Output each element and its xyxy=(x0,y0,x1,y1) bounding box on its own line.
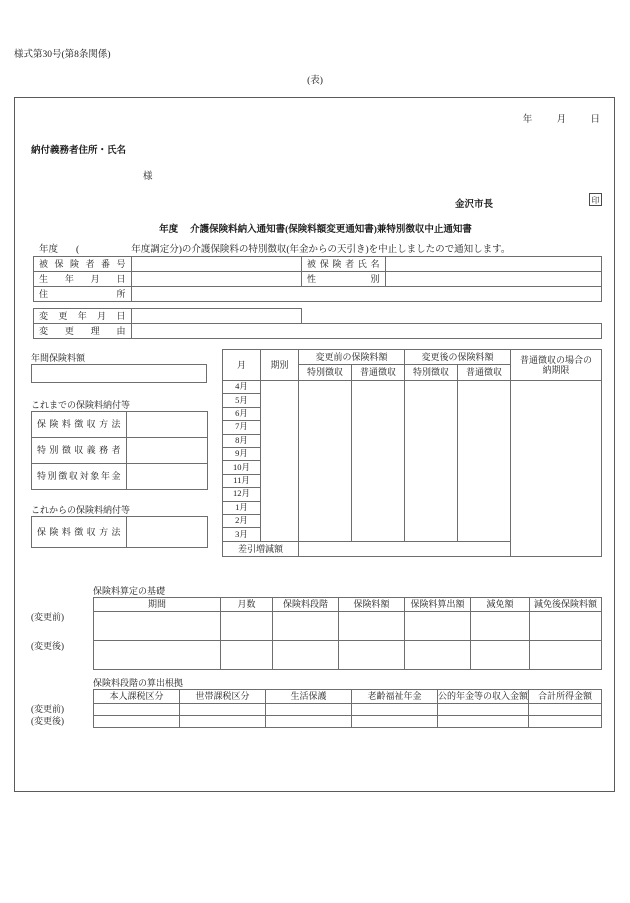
calc-before-calculated[interactable] xyxy=(405,612,471,641)
seal-stamp-box: 印 xyxy=(589,193,602,206)
future-collection-method-label: 保険料徴収方法 xyxy=(32,517,127,548)
table-row xyxy=(32,365,207,383)
stage-col-total-income: 合計所得金額 xyxy=(529,690,602,704)
table-row xyxy=(34,272,602,287)
stage-before-welfare[interactable] xyxy=(266,704,352,716)
month-cell: 6月 xyxy=(223,407,261,420)
table-header-row xyxy=(223,350,602,365)
table-header-row xyxy=(94,690,602,704)
special-collector-label: 特別徴収義務者 xyxy=(32,438,127,464)
calc-after-stage[interactable] xyxy=(273,641,339,670)
future-collection-method-value[interactable] xyxy=(127,517,208,548)
form-frame xyxy=(14,97,615,792)
stage-before-public-pension-income[interactable] xyxy=(438,704,529,716)
month-cell: 10月 xyxy=(223,461,261,474)
col-ordinary-before-header: 普通徴収 xyxy=(352,365,405,381)
address-label: 住所 xyxy=(34,287,132,302)
stage-after-public-pension-income[interactable] xyxy=(438,716,529,728)
month-cell: 12月 xyxy=(223,488,261,501)
calc-basis-before-label: (変更前) xyxy=(31,612,64,622)
table-row xyxy=(32,464,208,490)
special-target-pension-value[interactable] xyxy=(127,464,208,490)
stage-basis-before-label: (変更前) xyxy=(31,704,64,714)
table-row xyxy=(34,257,602,272)
side-marker: (表) xyxy=(307,76,323,86)
insured-name-value[interactable] xyxy=(386,257,602,272)
calc-before-after-reduction[interactable] xyxy=(530,612,602,641)
notice-part1: 年度 xyxy=(39,245,59,255)
col-month-header: 月 xyxy=(223,350,261,381)
stage-after-old-age-pension[interactable] xyxy=(352,716,438,728)
col-special-before-header: 特別徴収 xyxy=(299,365,352,381)
calc-col-after-reduction: 減免後保険料額 xyxy=(530,598,602,612)
notice-part2: ( xyxy=(76,245,80,255)
stage-col-household-tax: 世帯課税区分 xyxy=(180,690,266,704)
month-cell: 9月 xyxy=(223,447,261,460)
date-day-label: 日 xyxy=(590,115,600,125)
stage-col-public-pension-income: 公的年金等の収入金額 xyxy=(438,690,529,704)
title-fiscal-year: 年度 xyxy=(159,225,179,235)
stage-after-self-tax[interactable] xyxy=(94,716,180,728)
stage-before-total-income[interactable] xyxy=(529,704,602,716)
monthly-premium-table xyxy=(222,349,602,557)
col-after-group-header: 変更後の保険料額 xyxy=(405,350,511,365)
month-cell: 11月 xyxy=(223,474,261,487)
col-ordinary-due-header: 普通徴収の場合の 納期限 xyxy=(511,350,602,381)
stage-col-old-age-pension: 老齢福祉年金 xyxy=(352,690,438,704)
ordinary-after-cells[interactable] xyxy=(458,381,511,542)
payer-address-name-label: 納付義務者住所・氏名 xyxy=(31,146,127,156)
address-value[interactable] xyxy=(132,287,602,302)
stage-after-household-tax[interactable] xyxy=(180,716,266,728)
special-before-cells[interactable] xyxy=(299,381,352,542)
calc-basis-after-label: (変更後) xyxy=(31,641,64,651)
insured-number-value[interactable] xyxy=(132,257,302,272)
stage-basis-caption: 保険料段階の算出根拠 xyxy=(93,678,184,688)
date-year-label: 年 xyxy=(522,115,533,125)
month-cell: 8月 xyxy=(223,434,261,447)
monthly-rows-body xyxy=(223,381,602,557)
gender-value[interactable] xyxy=(386,272,602,287)
birthdate-value[interactable] xyxy=(132,272,302,287)
gender-label: 性別 xyxy=(302,272,386,287)
col-ordinary-after-header: 普通徴収 xyxy=(458,365,511,381)
col-period-header: 期別 xyxy=(261,350,299,381)
table-row xyxy=(94,704,602,716)
stage-after-welfare[interactable] xyxy=(266,716,352,728)
future-payment-table xyxy=(31,516,208,548)
annual-premium-value[interactable] xyxy=(32,365,207,383)
annual-premium-caption: 年間保険料額 xyxy=(31,353,86,363)
calc-basis-caption: 保険料算定の基礎 xyxy=(93,586,166,596)
document-title xyxy=(15,221,616,235)
stage-before-household-tax[interactable] xyxy=(180,704,266,716)
period-cells[interactable] xyxy=(261,381,299,542)
honorific-label: 様 xyxy=(143,172,153,182)
ordinary-before-cells[interactable] xyxy=(352,381,405,542)
form-number: 様式第30号(第8条関係) xyxy=(14,50,111,60)
ordinary-due-cells[interactable] xyxy=(511,381,602,557)
calc-after-after-reduction[interactable] xyxy=(530,641,602,670)
past-collection-method-label: 保険料徴収方法 xyxy=(32,412,127,438)
table-row xyxy=(94,641,602,670)
month-cell: 2月 xyxy=(223,514,261,527)
birthdate-label: 生年月日 xyxy=(34,272,132,287)
table-row xyxy=(34,287,602,302)
future-payment-caption: これからの保険料納付等 xyxy=(31,505,131,515)
issue-date-line xyxy=(523,111,600,125)
balance-value[interactable] xyxy=(299,541,511,556)
month-cell: 5月 xyxy=(223,394,261,407)
calc-after-months[interactable] xyxy=(221,641,273,670)
stage-before-old-age-pension[interactable] xyxy=(352,704,438,716)
past-payment-caption: これまでの保険料納付等 xyxy=(31,400,131,410)
calc-col-period: 期間 xyxy=(94,598,221,612)
notice-sentence xyxy=(39,241,510,255)
stage-basis-table xyxy=(93,689,602,728)
month-cell: 1月 xyxy=(223,501,261,514)
past-collection-method-value[interactable] xyxy=(127,412,208,438)
special-collector-value[interactable] xyxy=(127,438,208,464)
calc-before-reduction[interactable] xyxy=(471,612,530,641)
calc-after-reduction[interactable] xyxy=(471,641,530,670)
table-row xyxy=(32,517,208,548)
annual-premium-table xyxy=(31,364,207,383)
calc-col-amount: 保険料額 xyxy=(339,598,405,612)
calc-before-stage[interactable] xyxy=(273,612,339,641)
change-date-label: 変更年月日 xyxy=(34,309,132,324)
month-cell: 4月 xyxy=(223,381,261,394)
change-date-value[interactable] xyxy=(132,309,302,324)
insured-person-table xyxy=(33,256,602,302)
calc-col-months: 月数 xyxy=(221,598,273,612)
calc-col-calculated: 保険料算出額 xyxy=(405,598,471,612)
table-row xyxy=(223,381,602,394)
calc-before-amount[interactable] xyxy=(339,612,405,641)
table-row xyxy=(32,412,208,438)
table-row xyxy=(94,716,602,728)
table-header-row xyxy=(94,598,602,612)
calc-after-amount[interactable] xyxy=(339,641,405,670)
special-after-cells[interactable] xyxy=(405,381,458,542)
insured-number-label: 被保険者番号 xyxy=(34,257,132,272)
calc-col-stage: 保険料段階 xyxy=(273,598,339,612)
notice-part3: 年度調定分)の介護保険料の特別徴収(年金からの天引き)を中止しましたので通知します。 xyxy=(131,245,511,255)
col-special-after-header: 特別徴収 xyxy=(405,365,458,381)
title-main: 介護保険料納入通知書(保険料額変更通知書)兼特別徴収中止通知書 xyxy=(190,225,472,235)
stage-col-welfare: 生活保護 xyxy=(266,690,352,704)
month-cell: 7月 xyxy=(223,421,261,434)
calc-after-period[interactable] xyxy=(94,641,221,670)
past-payment-table xyxy=(31,411,208,490)
date-month-label: 月 xyxy=(556,115,567,125)
balance-label: 差引増減額 xyxy=(223,541,299,556)
table-row xyxy=(34,309,602,324)
change-reason-label: 変更理由 xyxy=(34,324,132,339)
change-info-table xyxy=(33,308,602,339)
calc-before-months[interactable] xyxy=(221,612,273,641)
stage-before-self-tax[interactable] xyxy=(94,704,180,716)
calc-after-calculated[interactable] xyxy=(405,641,471,670)
table-row xyxy=(34,324,602,339)
change-reason-value[interactable] xyxy=(132,324,602,339)
stage-after-total-income[interactable] xyxy=(529,716,602,728)
table-row xyxy=(32,438,208,464)
col-before-group-header: 変更前の保険料額 xyxy=(299,350,405,365)
calc-basis-table xyxy=(93,597,602,670)
insured-name-label: 被保険者氏名 xyxy=(302,257,386,272)
issuer-label: 金沢市長 xyxy=(455,200,494,210)
calc-before-period[interactable] xyxy=(94,612,221,641)
stage-basis-after-label: (変更後) xyxy=(31,716,64,726)
calc-col-reduction: 減免額 xyxy=(471,598,530,612)
month-cell: 3月 xyxy=(223,528,261,541)
stage-col-self-tax: 本人課税区分 xyxy=(94,690,180,704)
table-row xyxy=(94,612,602,641)
special-target-pension-label: 特別徴収対象年金 xyxy=(32,464,127,490)
